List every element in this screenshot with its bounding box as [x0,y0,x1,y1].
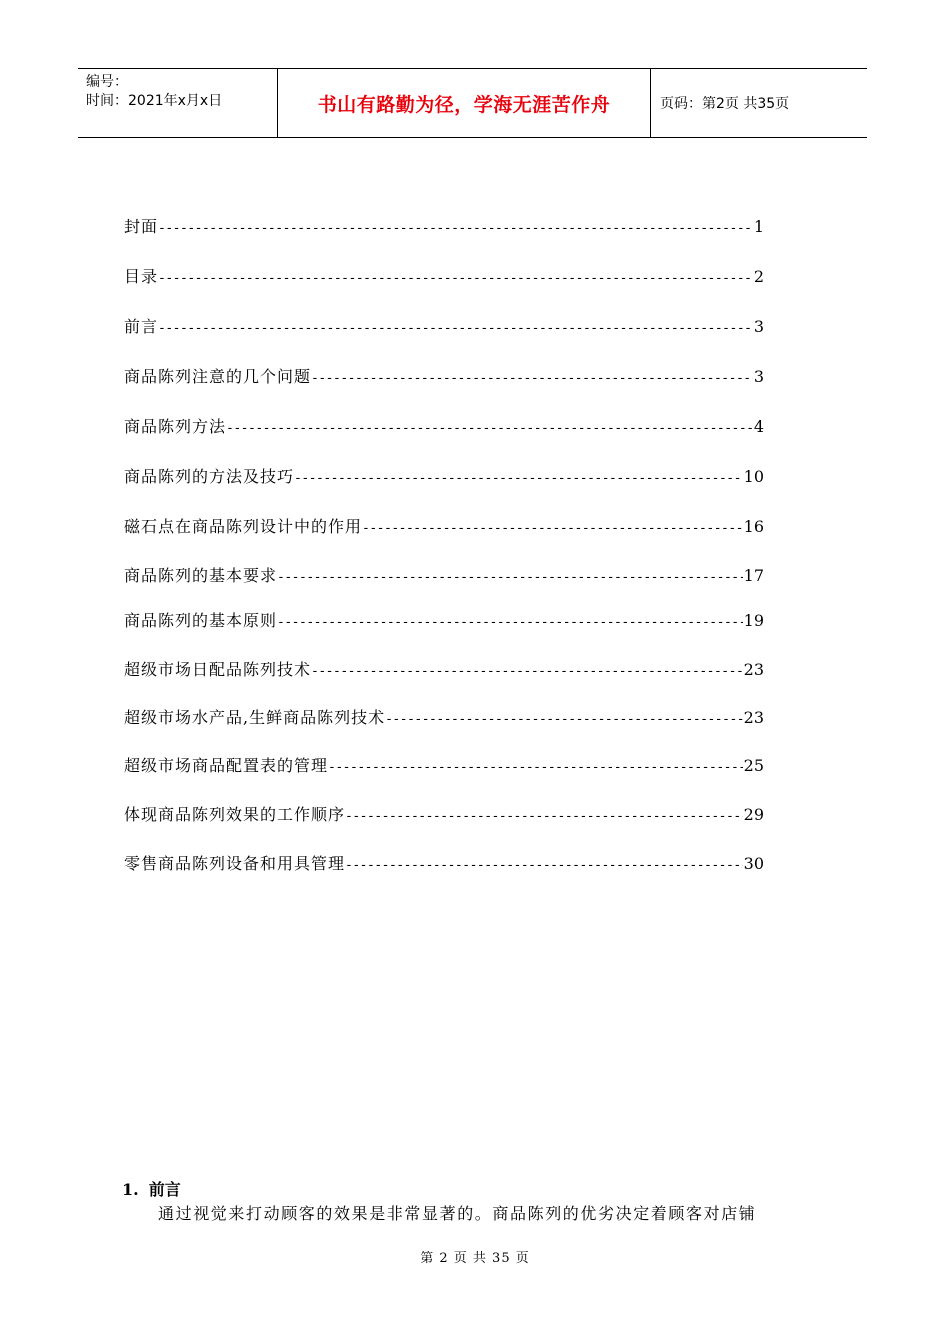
toc-entry-title: 目录 [124,267,159,286]
toc-leader [311,664,743,679]
toc-entry-title: 超级市场商品配置表的管理 [124,756,329,775]
toc-leader [277,570,743,585]
toc-entry [124,657,764,681]
toc-entry [124,414,764,438]
toc-entry-page: 23 [743,660,764,679]
header-motto: 书山有路勤为径，学海无涯苦作舟 [278,69,651,137]
toc-entry-title: 商品陈列的基本原则 [124,611,278,630]
toc-entry [124,464,764,488]
toc-leader [158,321,753,336]
toc-leader [158,271,753,286]
page-footer: 第 2 页 共 35 页 [420,1251,530,1266]
toc-entry [124,705,764,729]
toc-entry-page: 25 [743,756,764,775]
toc-entry-title: 商品陈列的方法及技巧 [124,467,295,486]
toc-entry-title: 商品陈列方法 [124,417,227,436]
section-number: 1. [122,1180,139,1199]
toc-entry-title: 体现商品陈列效果的工作顺序 [124,805,346,824]
toc-entry-title: 零售商品陈列设备和用具管理 [124,854,346,873]
toc-entry-page: 4 [753,417,764,436]
toc-entry-title: 商品陈列注意的几个问题 [124,367,312,386]
toc-leader [277,615,743,630]
section-heading [122,1177,181,1200]
toc-entry-page: 1 [753,217,764,236]
header-number-label: 编号： [86,74,128,90]
toc-entry [124,214,764,238]
toc-entry-page: 3 [753,317,764,336]
toc-entry-title: 封面 [124,217,159,236]
page-header [78,68,867,138]
toc-entry [124,608,764,632]
toc-leader [362,521,743,536]
toc-entry-page: 16 [743,517,764,536]
toc-leader [328,760,743,775]
header-time-label: 时间：2021年x月x日 [86,93,223,109]
toc-entry-page: 19 [743,611,764,630]
toc-entry-page: 10 [743,467,764,486]
toc-entry-page: 3 [753,367,764,386]
toc-leader [385,712,743,727]
toc-entry-title: 商品陈列的基本要求 [124,566,278,585]
toc-leader [345,858,743,873]
toc-entry [124,264,764,288]
toc-entry-page: 29 [743,805,764,824]
toc-entry-page: 17 [743,566,764,585]
toc-entry [124,753,764,777]
toc-leader [311,371,753,386]
toc-entry-page: 30 [743,854,764,873]
toc-entry [124,314,764,338]
toc-entry-page: 23 [743,708,764,727]
toc-entry [124,514,764,538]
toc-entry-title: 超级市场水产品,生鲜商品陈列技术 [124,708,386,727]
section-title-text: 前言 [148,1180,181,1199]
toc-entry [124,563,764,587]
toc-leader [226,421,753,436]
toc-entry [124,364,764,388]
toc-entry [124,851,764,875]
toc-entry-title: 磁石点在商品陈列设计中的作用 [124,517,363,536]
toc-entry-page: 2 [753,267,764,286]
toc-leader [158,221,753,236]
header-meta [78,69,278,137]
toc-leader [345,809,743,824]
toc-entry-title: 超级市场日配品陈列技术 [124,660,312,679]
header-page-info: 页码：第2页 共35页 [660,96,790,112]
section-paragraph: 通过视觉来打动顾客的效果是非常显著的。商品陈列的优劣决定着顾客对店铺 [158,1204,757,1223]
toc-entry-title: 前言 [124,317,159,336]
toc-leader [294,471,743,486]
toc-entry [124,802,764,826]
